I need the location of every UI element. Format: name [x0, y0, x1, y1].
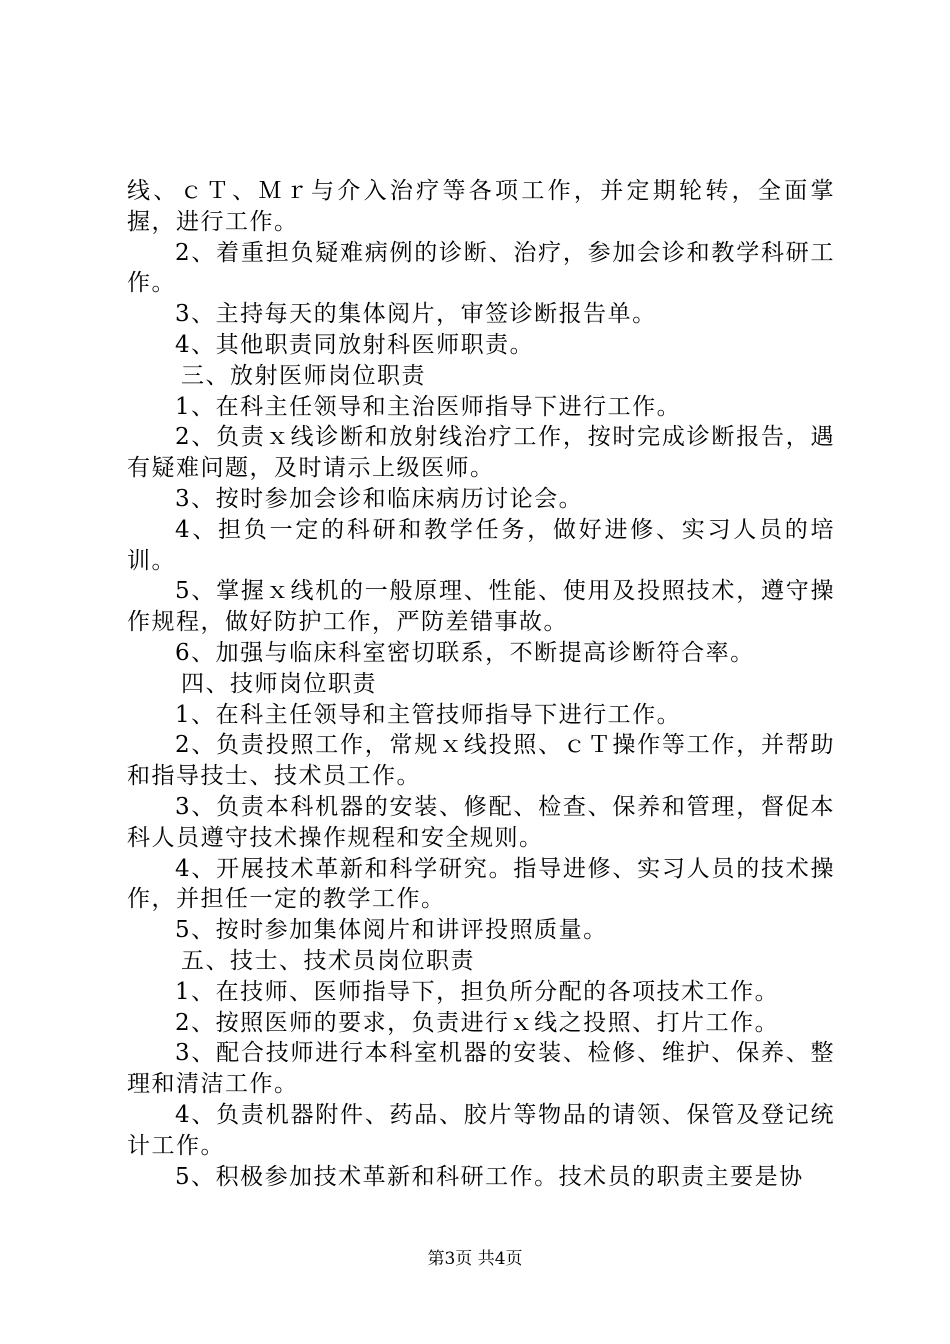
list-item: 4、负责机器附件、药品、胶片等物品的请领、保管及登记统计工作。 [127, 1101, 835, 1159]
list-item: 3、负责本科机器的安装、修配、检查、保养和管理，督促本科人员遵守技术操作规程和安全规则。 [127, 793, 835, 851]
list-item: 4、开展技术革新和科学研究。指导进修、实习人员的技术操作，并担任一定的教学工作。 [127, 855, 835, 913]
list-item: 2、着重担负疑难病例的诊断、治疗，参加会诊和教学科研工作。 [127, 239, 835, 297]
list-item: 5、按时参加集体阅片和讲评投照质量。 [175, 917, 608, 944]
list-item: 3、主持每天的集体阅片，审签诊断报告单。 [175, 301, 657, 328]
list-item: 2、负责ｘ线诊断和放射线治疗工作，按时完成诊断报告，遇有疑难问题，及时请示上级医师。 [127, 424, 835, 482]
list-item: 5、掌握ｘ线机的一般原理、性能、使用及投照技术，遵守操作规程，做好防护工作，严防差错事故。 [127, 578, 835, 636]
list-item: 3、按时参加会诊和临床病历讨论会。 [175, 485, 584, 512]
list-item: 2、按照医师的要求，负责进行ｘ线之投照、打片工作。 [175, 1009, 780, 1036]
section-heading: 三、放射医师岗位职责 [181, 362, 426, 389]
list-item: 4、其他职责同放射科医师职责。 [175, 331, 535, 358]
list-item: 3、配合技师进行本科室机器的安装、检修、维护、保养、整理和清洁工作。 [127, 1040, 835, 1098]
list-item: 5、积极参加技术革新和科研工作。技术员的职责主要是协 [175, 1163, 804, 1190]
document-body [127, 176, 835, 1192]
list-item: 2、负责投照工作，常规ｘ线投照、ｃＴ操作等工作，并帮助和指导技士、技术员工作。 [127, 732, 835, 790]
section-heading: 四、技师岗位职责 [181, 670, 377, 697]
page-number-footer: 第3页 共4页 [427, 1249, 523, 1269]
section-heading: 五、技士、技术员岗位职责 [181, 947, 475, 974]
list-item: 6、加强与临床科室密切联系，不断提高诊断符合率。 [175, 639, 755, 666]
list-item: 1、在技师、医师指导下，担负所分配的各项技术工作。 [175, 978, 780, 1005]
paragraph-continuation: 线、ｃＴ、Ｍｒ与介入治疗等各项工作，并定期轮转，全面掌握，进行工作。 [127, 178, 835, 235]
list-item: 1、在科主任领导和主管技师指导下进行工作。 [175, 701, 682, 728]
list-item: 4、担负一定的科研和教学任务，做好进修、实习人员的培训。 [127, 516, 835, 574]
list-item: 1、在科主任领导和主治医师指导下进行工作。 [175, 393, 682, 420]
